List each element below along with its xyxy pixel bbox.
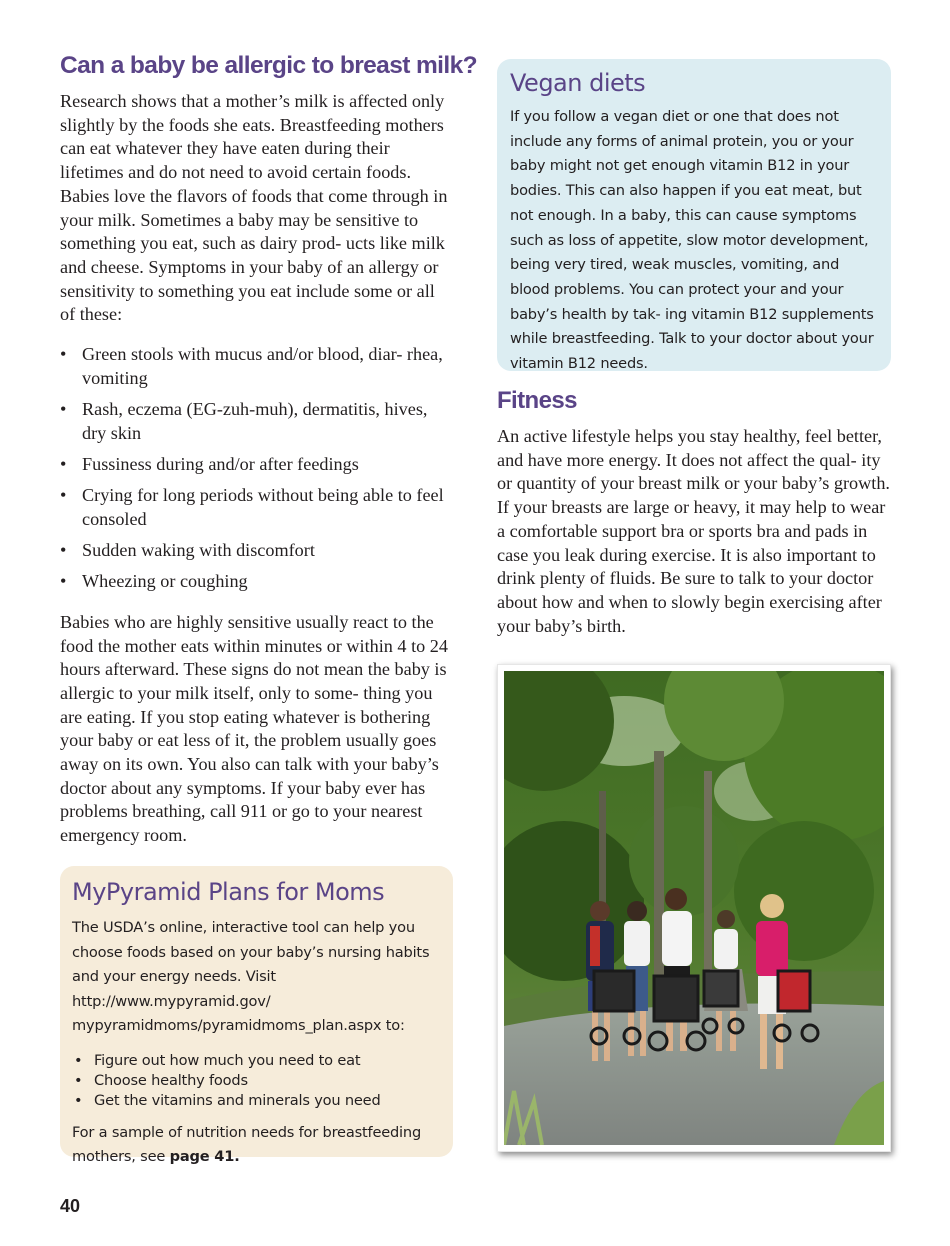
list-item: • Green stools with mucus and/or blood, diar- rhea, vomiting: [60, 343, 452, 390]
allergy-heading: Can a baby be allergic to breast milk?: [60, 52, 477, 79]
list-item: • Wheezing or coughing: [60, 570, 452, 594]
mypyramid-callout-box: [60, 866, 453, 1165]
fitness-photo-frame: [497, 664, 891, 1152]
mypyramid-title: MyPyramid Plans for Moms: [72, 878, 385, 906]
allergy-intro: Research shows that a mother’s milk is affected only slightly by the foods she eats. Breastfeeding mothers can eat whatever they have eaten during their lifetimes and do not need to avoid certain foods. Babies love the flavors of foods that come through in your milk. Sometimes a baby may be sensitive to something you eat, such as dairy prod- ucts like milk and cheese. Symptoms in your baby of an allergy or sensitivity to something you eat include some or all of these:: [60, 91, 448, 325]
allergy-after-text: Babies who are highly sensitive usually react to the food the mother eats within minutes or within 4 to 24 hours afterward. These signs do not mean the baby is allergic to your milk itself, only to some- thing you are eating. If you stop eating whatever is bothering your baby or eat less of it, the problem usually goes away on its own. You also can talk with your baby’s doctor about any symptoms. If your baby ever has problems breathing, call 911 or go to your nearest emergency room.: [60, 611, 448, 846]
symptom-list: [60, 343, 452, 594]
list-item: • Fussiness during and/or after feedings: [60, 453, 452, 477]
vegan-text: If you follow a vegan diet or one that does not include any forms of animal protein, you or your baby might not get enough vitamin B12 in your bodies. This can also happen if you eat meat, but not enough. In a baby, this can cause symptoms such as loss of appetite, slow motor development, being very tired, weak muscles, vomiting, and blood problems. You can protect your and your baby’s health by tak- ing vitamin B12 supplements while breastfeeding. Talk to your doctor about your vitamin B12 needs.: [510, 108, 874, 373]
list-item: • Rash, eczema (EG-zuh-muh), dermatitis, hives, dry skin: [60, 398, 452, 445]
list-item: • Crying for long periods without being able to feel consoled: [60, 484, 452, 531]
list-item: • Choose healthy foods: [72, 1071, 443, 1091]
page-reference: page 41.: [169, 1148, 240, 1165]
fitness-text: An active lifestyle helps you stay healthy, feel better, and have more energy. It does not affect the qual- ity or quantity of your breast milk or your baby’s growth. If your breasts are large or heavy, it may help to wear a comfortable support bra or sports bra and pads in case you leak during exercise. It is also important to drink plenty of fluids. Be sure to talk to your doctor about how and when to slowly begin exercising after your baby’s birth.: [497, 426, 890, 636]
fitness-heading: Fitness: [497, 387, 577, 414]
allergy-section: [60, 90, 452, 848]
vegan-callout-box: [497, 59, 891, 371]
list-item: • Sudden waking with discomfort: [60, 539, 452, 563]
photo-women-walking-strollers: [504, 671, 884, 1145]
mypyramid-list: [72, 1051, 443, 1111]
vegan-title: Vegan diets: [510, 69, 646, 97]
fitness-section: [497, 425, 891, 638]
list-item: • Figure out how much you need to eat: [72, 1051, 443, 1071]
page-number: 40: [60, 1196, 81, 1216]
mypyramid-note-text: For a sample of nutrition needs for breastfeeding mothers, see: [72, 1123, 422, 1165]
mypyramid-note: [72, 1121, 443, 1170]
list-item: • Get the vitamins and minerals you need: [72, 1091, 443, 1111]
mypyramid-text: The USDA’s online, interactive tool can help you choose foods based on your baby’s nursing habits and your energy needs. Visit http://www.mypyramid.gov/ mypyramidmoms/pyramidmoms_plan.aspx to:: [72, 919, 430, 1034]
